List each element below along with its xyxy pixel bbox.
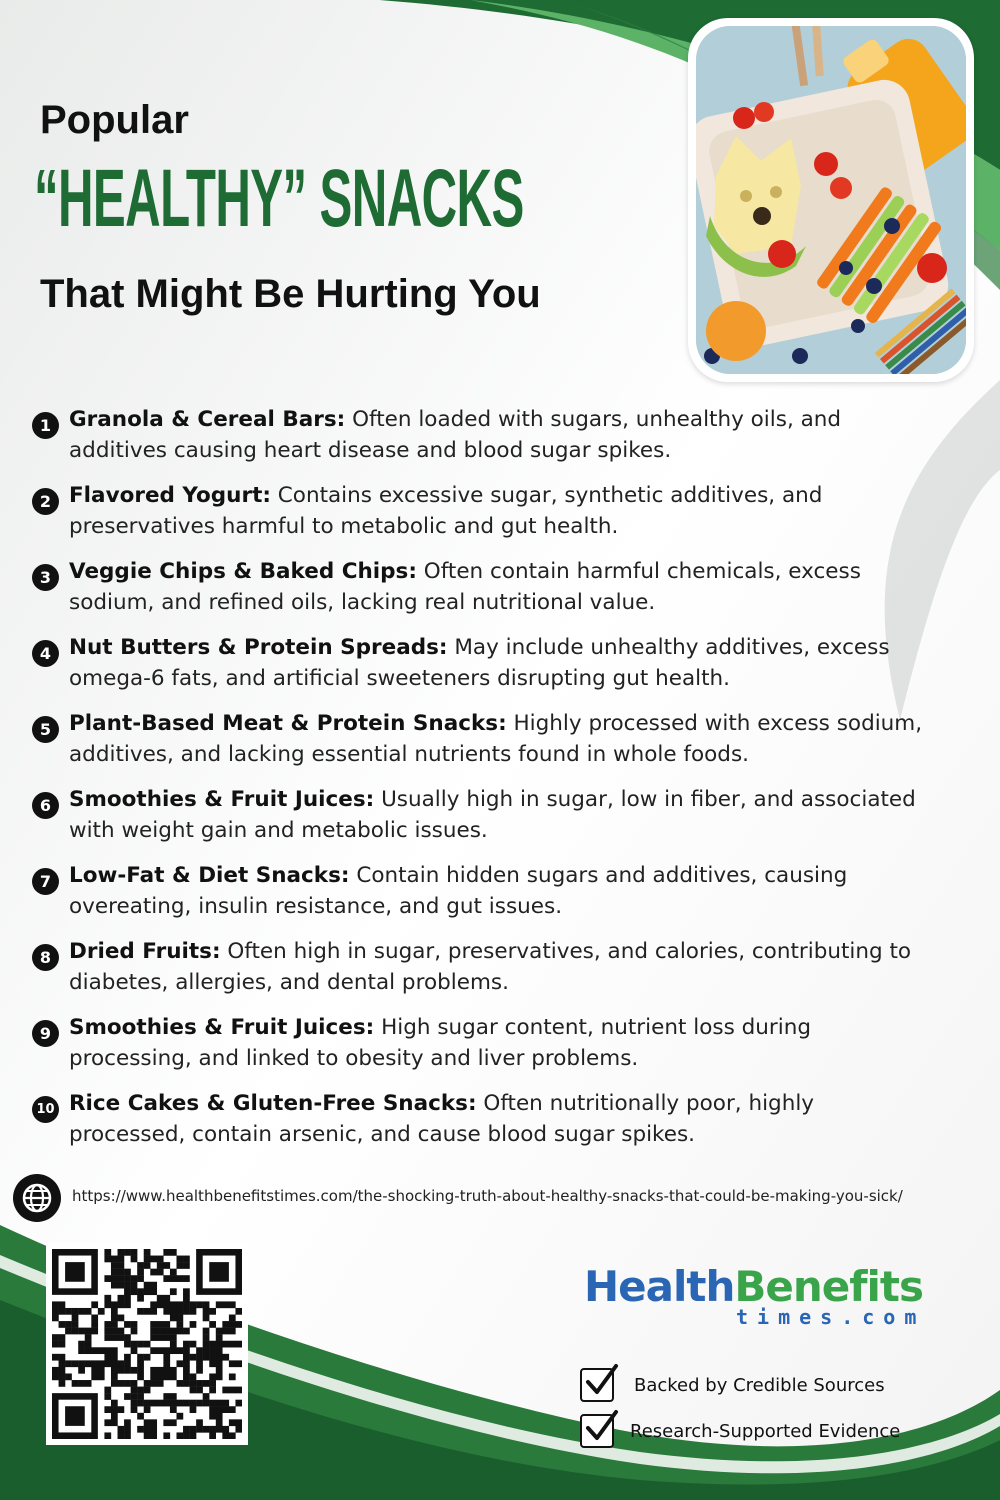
item-description: Contains excessive sugar, synthetic additives, and preservatives harmful to metabolic and gut health. [69, 483, 823, 539]
item-text [69, 708, 932, 770]
number-badge: 1 [32, 412, 59, 439]
globe-icon [13, 1174, 61, 1222]
item-text [69, 404, 932, 466]
list-item [32, 860, 932, 922]
item-title: Plant-Based Meat & Protein Snacks: [69, 711, 507, 736]
number-badge: 8 [32, 944, 59, 971]
item-title: Nut Butters & Protein Spreads: [69, 635, 448, 660]
source-link[interactable]: https://www.healthbenefitstimes.com/the-shocking-truth-about-healthy-snacks-that-could-be-making-you-sick/ [72, 1187, 903, 1205]
item-text [69, 860, 932, 922]
list-item [32, 1012, 932, 1074]
item-description: Contain hidden sugars and additives, causing overeating, insulin resistance, and gut issues. [69, 863, 848, 919]
number-badge: 2 [32, 488, 59, 515]
badge-credible-sources [580, 1368, 885, 1402]
item-description: Often contain harmful chemicals, excess sodium, and refined oils, lacking real nutritional value. [69, 559, 861, 615]
number-badge: 3 [32, 564, 59, 591]
logo-domain: times.com [736, 1305, 926, 1329]
item-title: Rice Cakes & Gluten-Free Snacks: [69, 1091, 477, 1116]
item-title: Flavored Yogurt: [69, 483, 271, 508]
list-item [32, 556, 932, 618]
checkmark-icon [580, 1414, 614, 1448]
item-title: Smoothies & Fruit Juices: [69, 787, 375, 812]
item-text [69, 556, 932, 618]
number-badge: 7 [32, 868, 59, 895]
item-title: Veggie Chips & Baked Chips: [69, 559, 417, 584]
page-title: “HEALTHY” SNACKS [34, 153, 524, 244]
item-title: Dried Fruits: [69, 939, 221, 964]
item-description: May include unhealthy additives, excess omega-6 fats, and artificial sweeteners disrupting gut health. [69, 635, 890, 691]
qr-code[interactable] [46, 1243, 248, 1445]
item-text [69, 784, 932, 846]
list-item [32, 936, 932, 998]
logo-health: Health [584, 1262, 735, 1311]
checkmark-icon [580, 1368, 614, 1402]
item-description: Often high in sugar, preservatives, and calories, contributing to diabetes, allergies, and dental problems. [69, 939, 912, 995]
item-description: Usually high in sugar, low in fiber, and associated with weight gain and metabolic issues. [69, 787, 916, 843]
list-item [32, 480, 932, 542]
badge-research-evidence [580, 1414, 900, 1448]
item-text [69, 632, 932, 694]
item-text [69, 1088, 932, 1150]
item-title: Smoothies & Fruit Juices: [69, 1015, 375, 1040]
number-badge: 4 [32, 640, 59, 667]
item-title: Granola & Cereal Bars: [69, 407, 346, 432]
number-badge: 5 [32, 716, 59, 743]
lunchbox-illustration [696, 26, 966, 374]
logo-benefits: Benefits [734, 1262, 923, 1311]
item-description: Often nutritionally poor, highly processed, contain arsenic, and cause blood sugar spikes. [69, 1091, 815, 1147]
brand-logo [584, 1262, 923, 1311]
qr-code-pattern [52, 1249, 242, 1439]
list-item [32, 632, 932, 694]
item-description: Often loaded with sugars, unhealthy oils, and additives causing heart disease and blood sugar spikes. [69, 407, 842, 463]
list-item [32, 708, 932, 770]
item-description: Highly processed with excess sodium, additives, and lacking essential nutrients found in whole foods. [69, 711, 923, 767]
list-item [32, 1088, 932, 1150]
list-item [32, 784, 932, 846]
number-badge: 10 [32, 1096, 59, 1123]
snack-list [32, 404, 932, 1164]
number-badge: 9 [32, 1020, 59, 1047]
badge-label: Backed by Credible Sources [634, 1374, 885, 1396]
pre-title: Popular [40, 98, 189, 142]
number-badge: 6 [32, 792, 59, 819]
item-title: Low-Fat & Diet Snacks: [69, 863, 350, 888]
list-item [32, 404, 932, 466]
item-text [69, 1012, 932, 1074]
page-subtitle: That Might Be Hurting You [40, 272, 541, 316]
badge-label: Research-Supported Evidence [630, 1420, 901, 1442]
item-description: High sugar content, nutrient loss during processing, and linked to obesity and liver problems. [69, 1015, 811, 1071]
lunchbox-photo [688, 18, 974, 382]
item-text [69, 480, 932, 542]
item-text [69, 936, 932, 998]
